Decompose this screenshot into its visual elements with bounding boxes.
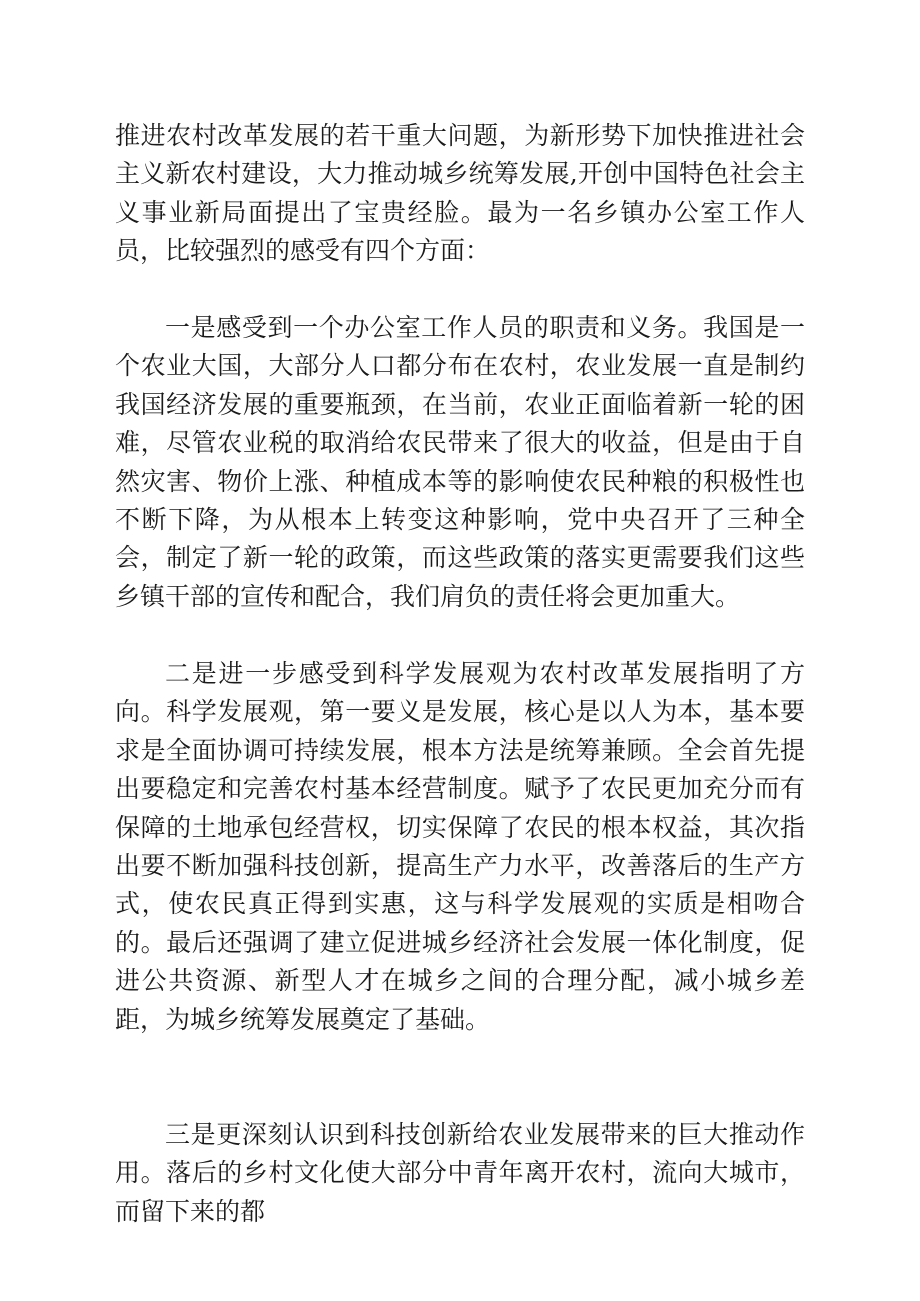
paragraph-point-three: 三是更深刻认识到科技创新给农业发展带来的巨大推动作用。落后的乡村文化使大部分中青年离开农村，流向大城市，而留下来的都	[115, 1120, 805, 1226]
paragraph-intro-continuation: 推进农村改革发展的若干重大问题，为新形势下加快推进社会主义新农村建设，大力推动城乡统筹发展,开创中国特色社会主义事业新局面提出了宝贵经脸。最为一名乡镇办公室工作人员，比较强烈的感受有四个方面：	[115, 121, 805, 266]
paragraph-point-one: 一是感受到一个办公室工作人员的职责和义务。我国是一个农业大国，大部分人口都分布在农村，农业发展一直是制约我国经济发展的重要瓶颈，在当前，农业正面临着新一轮的困难，尽管农业税的取消给农民带来了很大的收益，但是由于自然灾害、物价上涨、种植成本等的影响使农民种粮的积极性也不断下降，为从根本上转变这种影响，党中央召开了三种全会，制定了新一轮的政策，而这些政策的落实更需要我们这些乡镇干部的宣传和配合，我们肩负的责任将会更加重大。	[115, 313, 805, 611]
paragraph-point-two: 二是进一步感受到科学发展观为农村改革发展指明了方向。科学发展观，第一要义是发展，核心是以人为本，基本要求是全面协调可持续发展，根本方法是统筹兼顾。全会首先提出要稳定和完善农村基本经营制度。赋予了农民更加充分而有保障的土地承包经营权，切实保障了农民的根本权益，其次指出要不断加强科技创新，提高生产力水平，改善落后的生产方式，使农民真正得到实惠，这与科学发展观的实质是相吻合的。最后还强调了建立促进城乡经济社会发展一体化制度，促进公共资源、新型人才在城乡之间的合理分配，减小城乡差距，为城乡统筹发展奠定了基础。	[115, 659, 805, 1034]
